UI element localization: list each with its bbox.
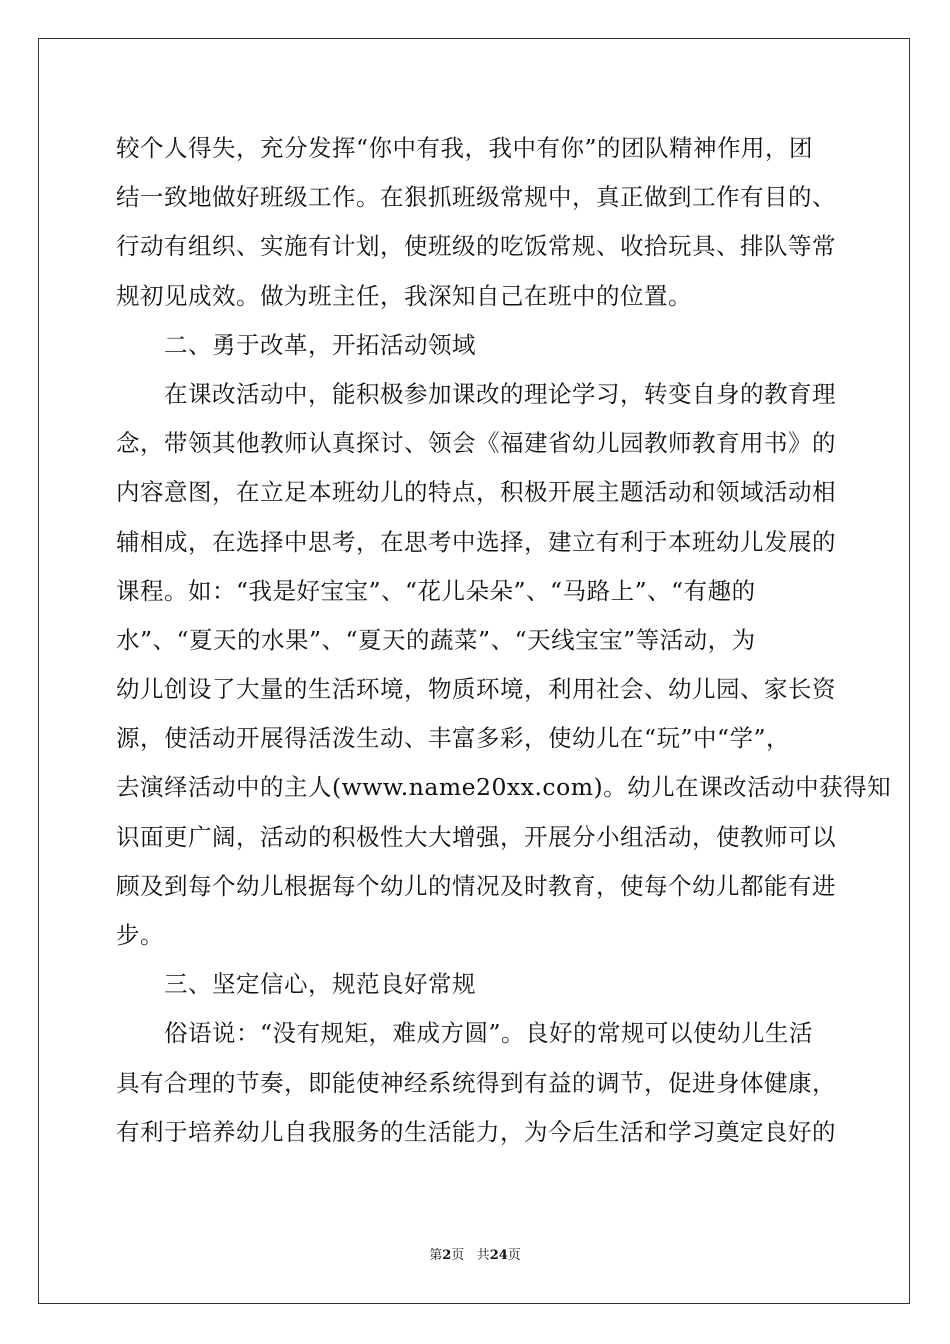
paragraph-line: 水”、“夏天的水果”、“夏天的蔬菜”、“天线宝宝”等活动，为 bbox=[116, 625, 756, 654]
paragraph-line: 行动有组织、实施有计划，使班级的吃饭常规、收拾玩具、排队等常 bbox=[116, 232, 836, 261]
paragraph-line: 课程。如：“我是好宝宝”、“花儿朵朵”、“马路上”、“有趣的 bbox=[116, 576, 756, 605]
paragraph-line: 有利于培养幼儿自我服务的生活能力，为今后生活和学习奠定良好的 bbox=[116, 1117, 836, 1146]
paragraph-line: 步。 bbox=[116, 921, 164, 949]
paragraph-line: 在课改活动中，能积极参加课改的理论学习，转变自身的教育理 bbox=[164, 379, 836, 408]
document-body bbox=[116, 124, 892, 1157]
paragraph-line: 结一致地做好班级工作。在狠抓班级常规中，真正做到工作有目的、 bbox=[116, 183, 836, 212]
paragraph-line: 规初见成效。做为班主任，我深知自己在班中的位置。 bbox=[116, 281, 692, 310]
paragraph-line: 去演绎活动中的主人(www.name20xx.com)。幼儿在课改活动中获得知 bbox=[116, 773, 892, 802]
section-heading: 二、勇于改革，开拓活动领域 bbox=[164, 330, 476, 359]
paragraph-line: 识面更广阔，活动的积极性大大增强，开展分小组活动，使教师可以 bbox=[116, 822, 836, 851]
total-label-suffix: 页 bbox=[507, 1248, 521, 1263]
paragraph-line: 念，带领其他教师认真探讨、领会《福建省幼儿园教师教育用书》的 bbox=[116, 429, 836, 458]
total-pages: 24 bbox=[489, 1248, 508, 1263]
paragraph-line: 较个人得失，充分发挥“你中有我，我中有你”的团队精神作用，团 bbox=[116, 134, 814, 162]
paragraph-line: 具有合理的节奏，即能使神经系统得到有益的调节，促进身体健康， bbox=[116, 1068, 836, 1097]
page-label-suffix: 页 bbox=[451, 1248, 465, 1263]
total-label-prefix: 共 bbox=[476, 1248, 490, 1263]
paragraph-line: 幼儿创设了大量的生活环境，物质环境，利用社会、幼儿园、家长资 bbox=[116, 675, 836, 704]
page-number: 2 bbox=[442, 1248, 452, 1263]
page-label-prefix: 第 bbox=[429, 1248, 443, 1263]
paragraph-line: 源，使活动开展得活泼生动、丰富多彩，使幼儿在“玩”中“学”， bbox=[116, 724, 791, 753]
paragraph-line: 顾及到每个幼儿根据每个幼儿的情况及时教育，使每个幼儿都能有进 bbox=[116, 871, 836, 900]
paragraph-line: 辅相成，在选择中思考，在思考中选择，建立有利于本班幼儿发展的 bbox=[116, 527, 836, 556]
paragraph-line: 俗语说：“没有规矩，难成方圆”。良好的常规可以使幼儿生活 bbox=[164, 1019, 814, 1048]
page-footer bbox=[0, 1247, 950, 1265]
section-heading: 三、坚定信心，规范良好常规 bbox=[164, 970, 476, 999]
paragraph-line: 内容意图，在立足本班幼儿的特点，积极开展主题活动和领域活动相 bbox=[116, 478, 836, 507]
